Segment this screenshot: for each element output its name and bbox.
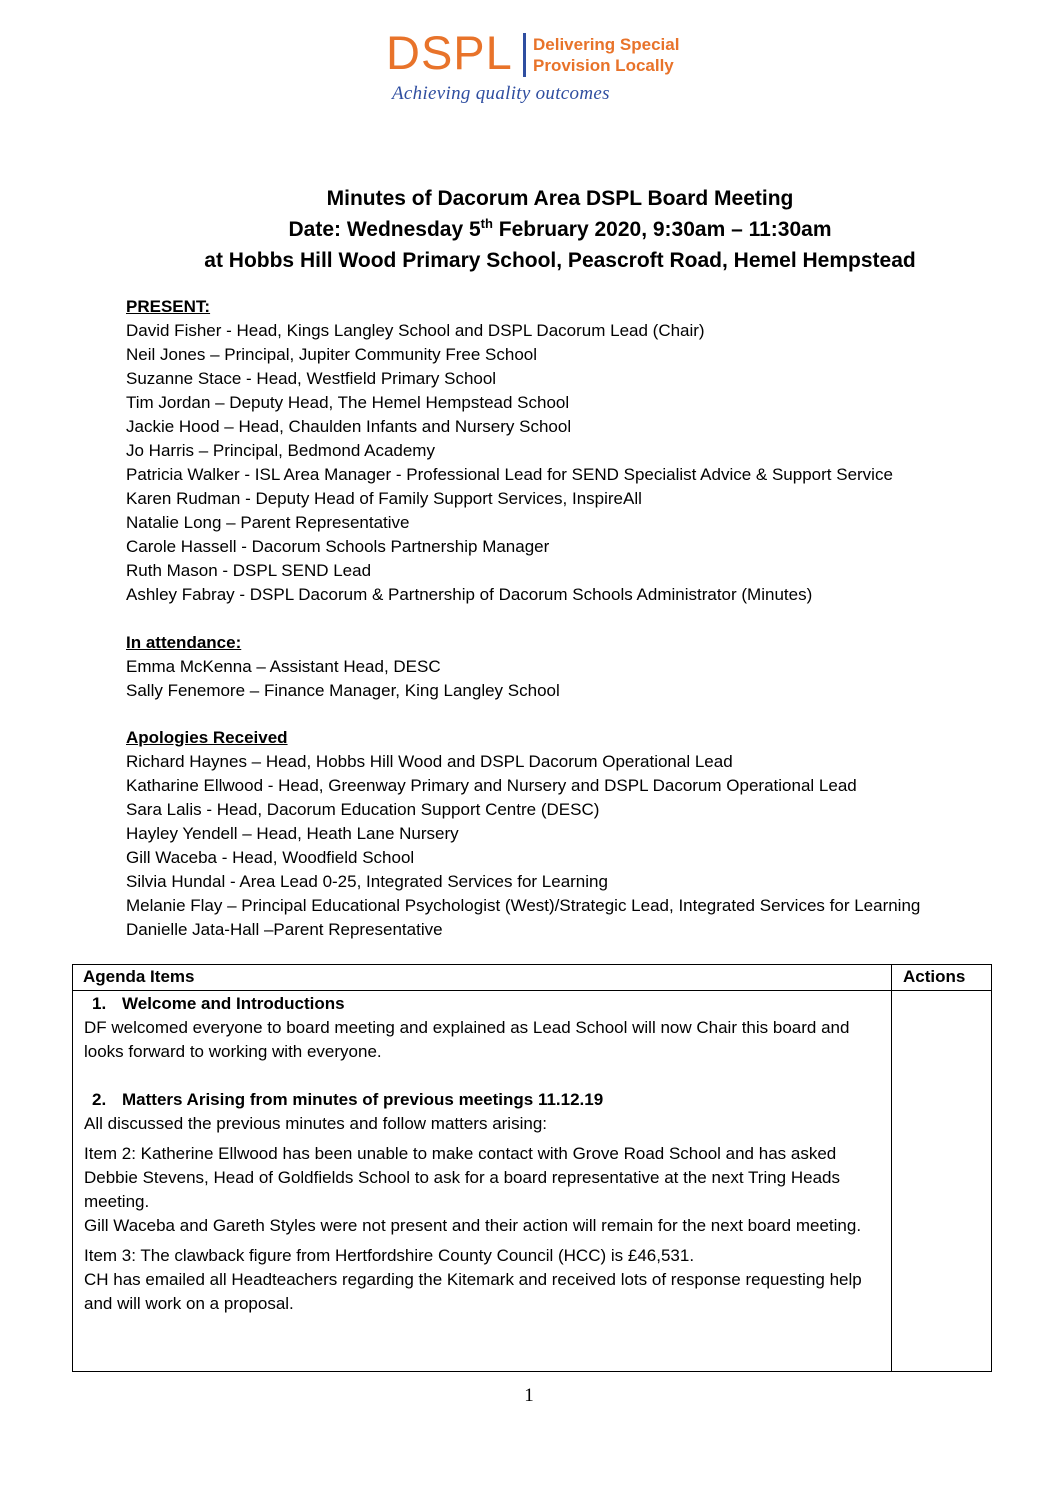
- title-line-2: [160, 214, 960, 245]
- agenda-item-2-paragraph: Item 3: The clawback figure from Hertfordshire County Council (HCC) is £46,531.: [84, 1246, 695, 1265]
- apologies-heading: Apologies Received: [126, 728, 288, 747]
- logo-line-2: Provision Locally: [533, 56, 674, 75]
- agenda-table: [72, 964, 992, 1372]
- agenda-item-2-paragraph: Item 2: Katherine Ellwood has been unable to make contact with Grove Road School and has asked Debbie Stevens, Head of Goldfields School to ask for a board representative at the next Tring Heads meeting.: [84, 1144, 840, 1211]
- attendance-entry: Emma McKenna – Assistant Head, DESC: [126, 657, 441, 676]
- present-entry: Patricia Walker - ISL Area Manager - Professional Lead for SEND Specialist Advice & Support Service: [126, 465, 893, 484]
- agenda-item-2-paragraph: CH has emailed all Headteachers regarding the Kitemark and received lots of response requesting help and will work on a proposal.: [84, 1270, 862, 1313]
- title-date-prefix: Date: Wednesday 5: [288, 218, 481, 241]
- agenda-items-cell: [84, 992, 874, 1316]
- title-line-1: Minutes of Dacorum Area DSPL Board Meeting: [326, 187, 794, 210]
- apologies-entry: Silvia Hundal - Area Lead 0-25, Integrated Services for Learning: [126, 872, 608, 891]
- apologies-entry: Gill Waceba - Head, Woodfield School: [126, 848, 415, 867]
- agenda-column-divider: [891, 965, 892, 1371]
- apologies-entry: Sara Lalis - Head, Dacorum Education Support Centre (DESC): [126, 800, 600, 819]
- title-date-sup: th: [480, 216, 493, 231]
- document-title: [160, 183, 960, 276]
- present-entry: Jo Harris – Principal, Bedmond Academy: [126, 441, 435, 460]
- agenda-item-2-intro: All discussed the previous minutes and follow matters arising:: [84, 1114, 547, 1133]
- agenda-item-2-number: 2.: [92, 1090, 107, 1109]
- logo-line-1: Delivering Special: [533, 35, 680, 54]
- logo-text: [533, 34, 679, 76]
- agenda-item-1-text: DF welcomed everyone to board meeting and explained as Lead School will now Chair this board and looks forward to working with everyone.: [84, 1018, 850, 1061]
- present-entry: Suzanne Stace - Head, Westfield Primary School: [126, 369, 497, 388]
- present-heading: PRESENT:: [126, 297, 211, 316]
- apologies-entry: Melanie Flay – Principal Educational Psychologist (West)/Strategic Lead, Integrated Services for Learning: [126, 896, 921, 915]
- apologies-entry: Katharine Ellwood - Head, Greenway Primary and Nursery and DSPL Dacorum Operational Lead: [126, 776, 857, 795]
- present-section: [126, 295, 893, 607]
- present-entry: Tim Jordan – Deputy Head, The Hemel Hempstead School: [126, 393, 570, 412]
- apologies-entry: Danielle Jata-Hall –Parent Representative: [126, 920, 443, 939]
- present-entry: Jackie Hood – Head, Chaulden Infants and Nursery School: [126, 417, 572, 436]
- apologies-entry: Hayley Yendell – Head, Heath Lane Nursery: [126, 824, 459, 843]
- agenda-item-2-paragraph: Gill Waceba and Gareth Styles were not present and their action will remain for the next board meeting.: [84, 1216, 862, 1235]
- attendance-heading: In attendance:: [126, 633, 242, 652]
- attendance-entry: Sally Fenemore – Finance Manager, King Langley School: [126, 681, 560, 700]
- agenda-item-1-number: 1.: [92, 994, 107, 1013]
- apologies-section: [126, 726, 920, 942]
- agenda-actions-header: Actions: [903, 967, 966, 986]
- logo-mark: DSPL: [386, 26, 513, 79]
- agenda-item-1-title: [84, 992, 874, 1016]
- dspl-logo: [386, 28, 686, 110]
- present-entry: David Fisher - Head, Kings Langley School and DSPL Dacorum Lead (Chair): [126, 321, 705, 340]
- present-entry: Neil Jones – Principal, Jupiter Community Free School: [126, 345, 538, 364]
- page-number: 1: [524, 1385, 534, 1406]
- apologies-entry: Richard Haynes – Head, Hobbs Hill Wood and DSPL Dacorum Operational Lead: [126, 752, 733, 771]
- logo-divider: [523, 33, 526, 77]
- agenda-items-header: Agenda Items: [83, 967, 195, 986]
- present-entry: Ruth Mason - DSPL SEND Lead: [126, 561, 372, 580]
- agenda-header-divider: [73, 990, 991, 991]
- agenda-item-2-title-text: Matters Arising from minutes of previous meetings 11.12.19: [122, 1090, 604, 1109]
- present-entry: Carole Hassell - Dacorum Schools Partnership Manager: [126, 537, 550, 556]
- agenda-item-2-title: [84, 1088, 874, 1112]
- present-entry: Karen Rudman - Deputy Head of Family Support Services, InspireAll: [126, 489, 642, 508]
- logo-tagline: Achieving quality outcomes: [392, 83, 610, 104]
- agenda-item-1-title-text: Welcome and Introductions: [122, 994, 345, 1013]
- title-line-3: at Hobbs Hill Wood Primary School, Peascroft Road, Hemel Hempstead: [204, 249, 916, 272]
- attendance-section: [126, 631, 560, 703]
- title-date-suffix: February 2020, 9:30am – 11:30am: [492, 218, 832, 241]
- present-entry: Natalie Long – Parent Representative: [126, 513, 410, 532]
- present-entry: Ashley Fabray - DSPL Dacorum & Partnership of Dacorum Schools Administrator (Minutes): [126, 585, 813, 604]
